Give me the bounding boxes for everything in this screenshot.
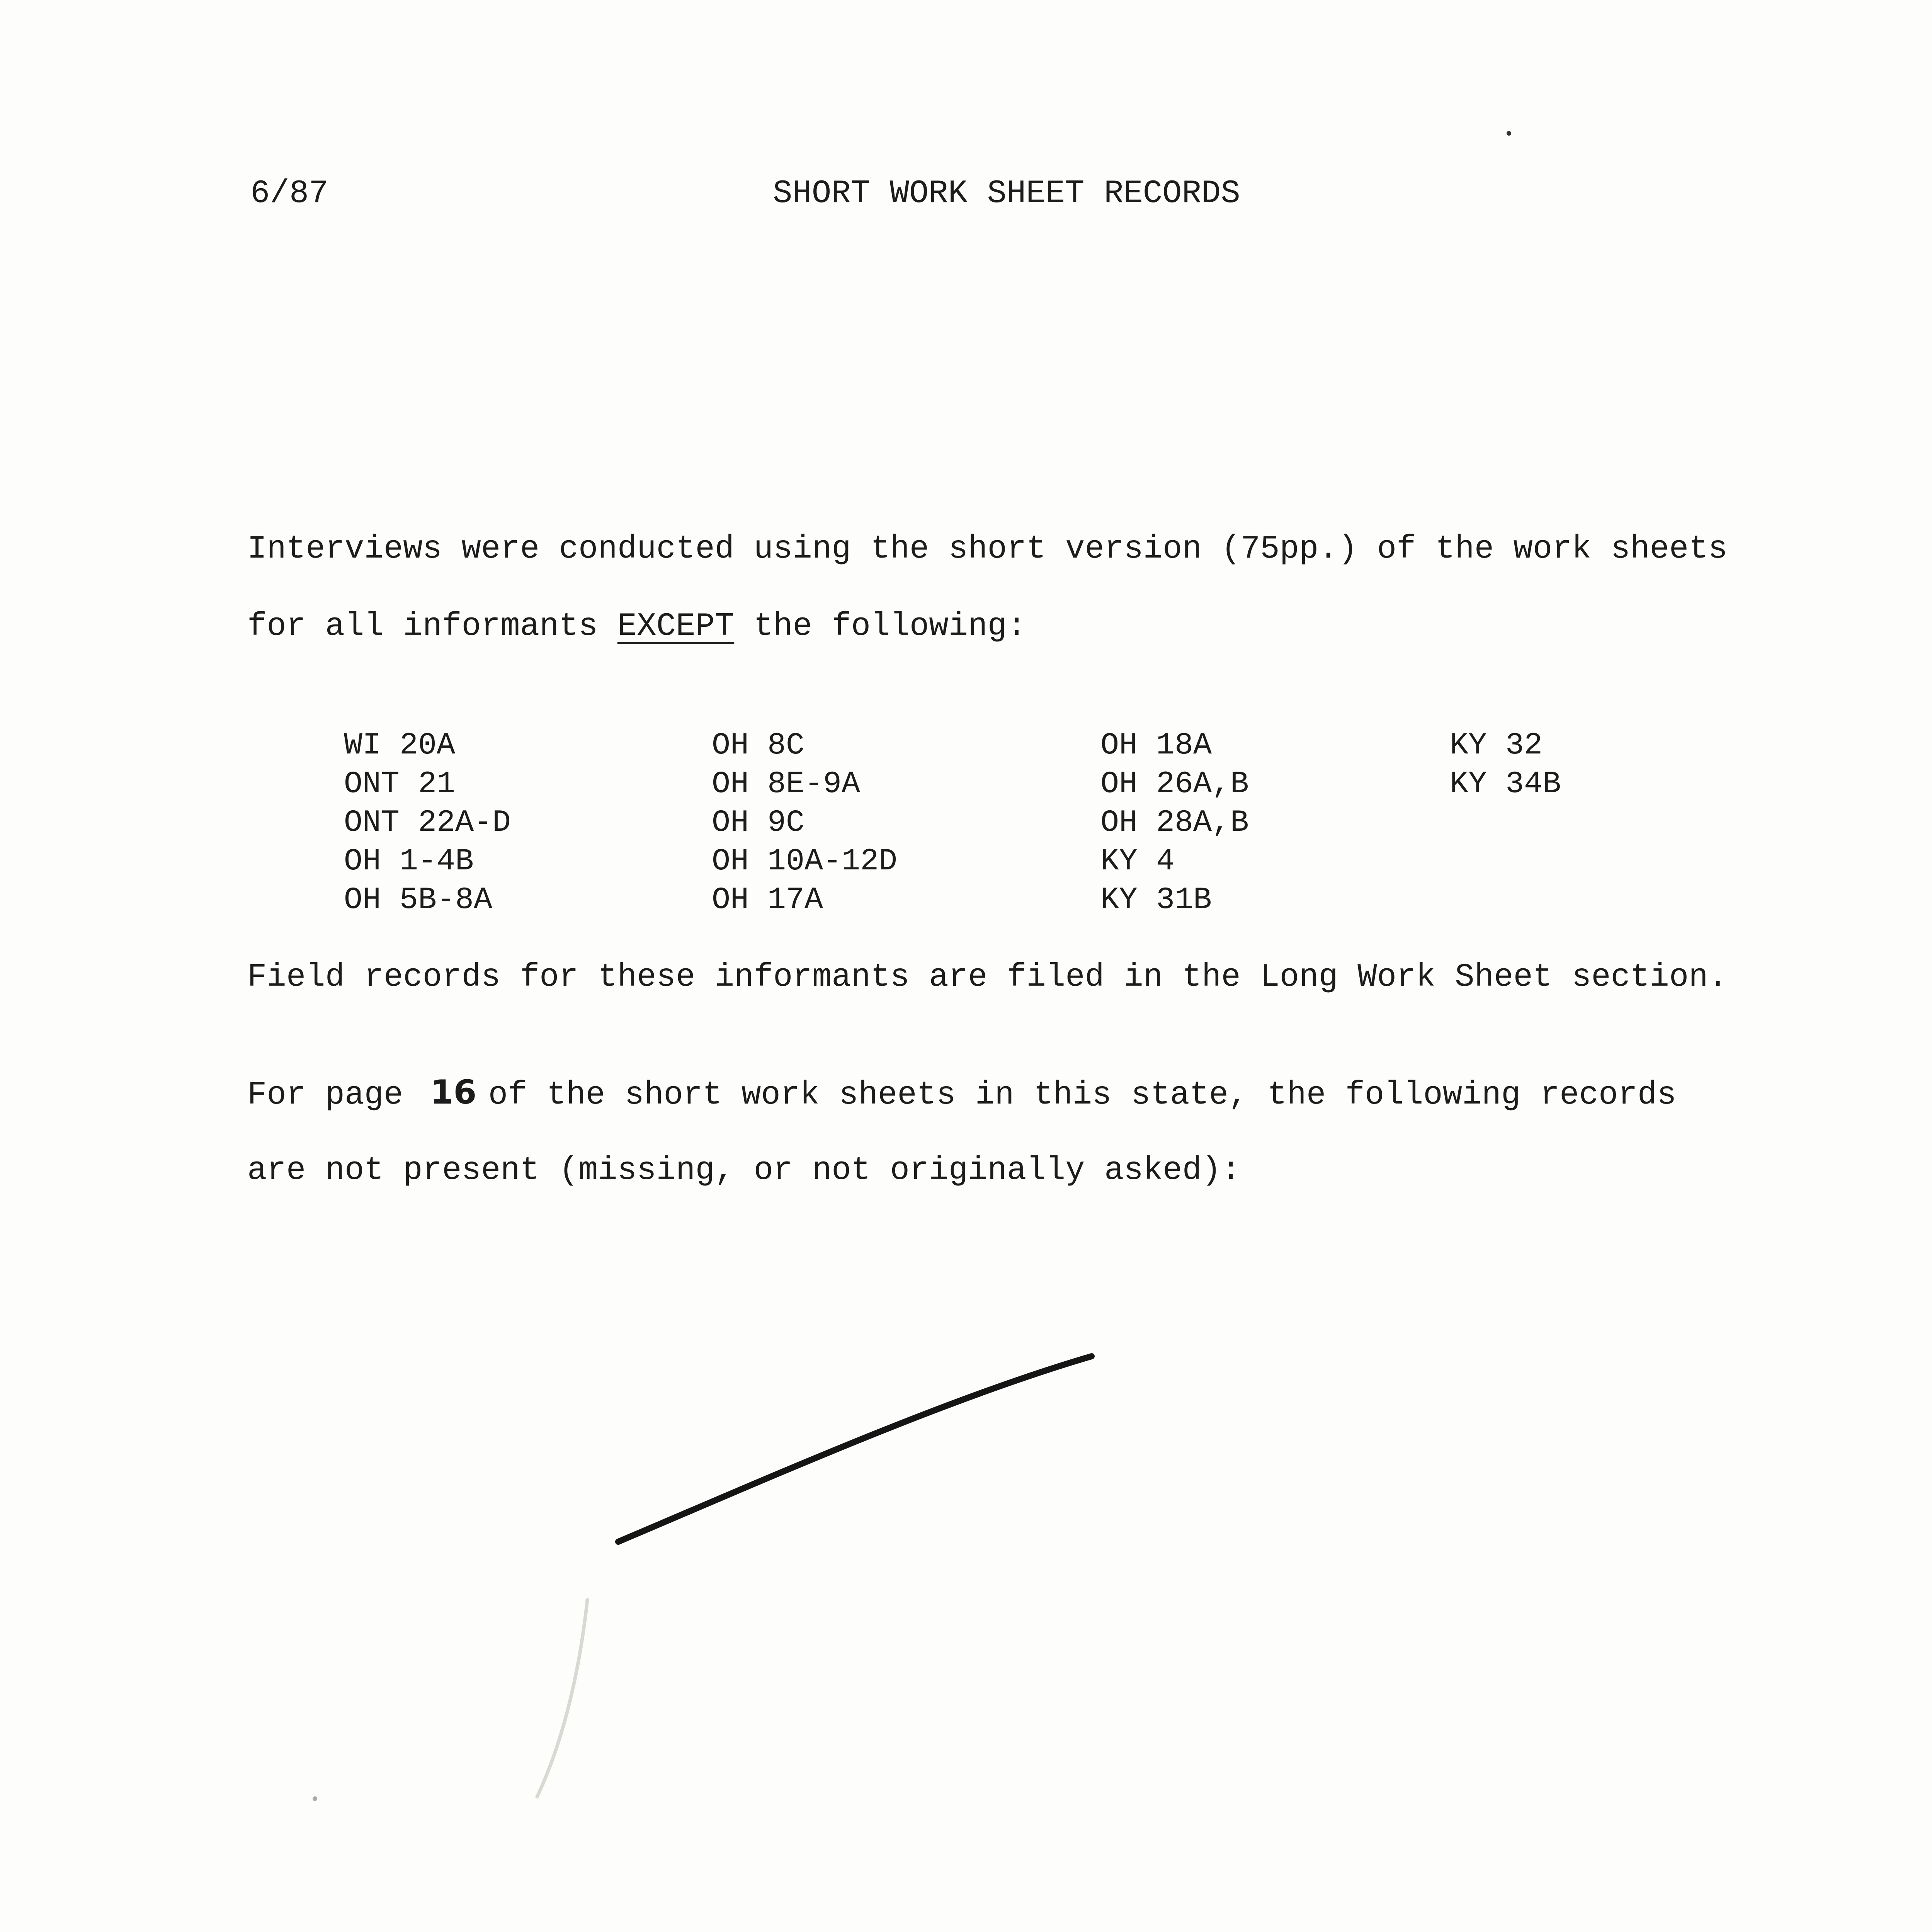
informant-entry: ONT 22A-D [344,805,511,840]
paper-speck [313,1796,317,1801]
informant-entry: KY 34B [1450,767,1561,802]
informant-entry: OH 8C [712,728,805,763]
page-title: SHORT WORK SHEET RECORDS [773,175,1240,212]
page-note-line-2: are not present (missing, or not originally asked): [247,1152,1241,1189]
informant-entry: OH 26A,B [1100,767,1249,802]
intro-line-2-end: the following: [734,608,1027,645]
informant-entry: OH 5B-8A [344,883,493,918]
paper-speck [1507,131,1511,136]
informant-entry: OH 28A,B [1100,805,1249,840]
except-emphasis: EXCEPT [617,608,735,645]
informant-entry: ONT 21 [344,767,456,802]
paper-smudge [537,1600,587,1797]
page-note-start: For page [247,1077,423,1114]
intro-line-1: Interviews were conducted using the short version (75pp.) of the work sheets [247,531,1728,568]
page-note-end: of the short work sheets in this state, the following records [488,1077,1677,1114]
handwritten-page-number: 16 [430,1073,477,1112]
page-date: 6/87 [250,175,328,212]
field-records-note: Field records for these informants are filed in the Long Work Sheet section. [247,959,1728,996]
informant-entry: KY 32 [1450,728,1543,763]
informant-entry: OH 17A [712,883,823,918]
informant-entry: OH 8E-9A [712,767,861,802]
informant-entry: KY 4 [1100,844,1175,879]
informant-entry: OH 1-4B [344,844,474,879]
informant-entry: OH 9C [712,805,805,840]
informant-entry: OH 10A-12D [712,844,898,879]
informant-entry: KY 31B [1100,883,1212,918]
informant-entry: OH 18A [1100,728,1212,763]
informant-entry: WI 20A [344,728,456,763]
intro-line-2-start: for all informants [247,608,617,645]
handwritten-strike-line [618,1356,1092,1542]
